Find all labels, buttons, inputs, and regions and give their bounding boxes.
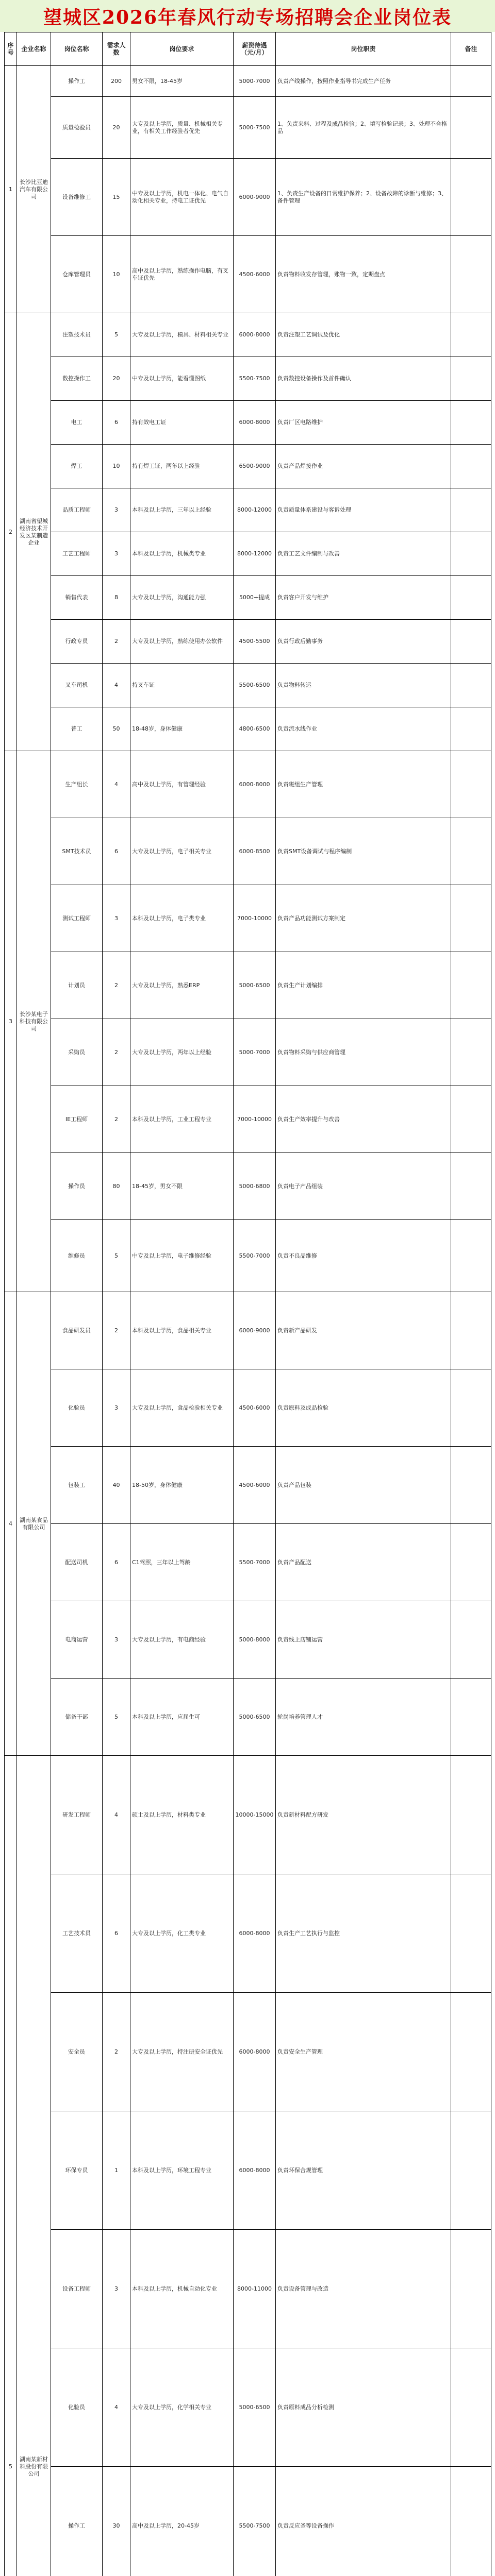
remarks-cell [451,2230,491,2348]
company-cell: 湖南某新材料股份有限公司 [17,1756,51,2576]
duties-cell: 负责新材料配方研发 [276,1756,451,1874]
requirements-cell: 高中及以上学历，熟练操作电脑，有叉车证优先 [130,236,234,313]
count-cell: 6 [103,401,130,445]
count-cell: 3 [103,1601,130,1679]
remarks-cell [451,445,491,488]
job-name-cell: IE工程师 [51,1086,103,1153]
table-row [5,1524,491,1601]
remarks-cell [451,1679,491,1756]
job-name-cell: 化验员 [51,1369,103,1447]
job-name-cell: 配送司机 [51,1524,103,1601]
salary-cell: 6000-8000 [234,313,276,357]
salary-cell: 5500-6500 [234,664,276,707]
job-name-cell: 安全员 [51,1993,103,2111]
table-row [5,1369,491,1447]
requirements-cell: 本科及以上学历，环境工程专业 [130,2111,234,2230]
remarks-cell [451,1220,491,1292]
salary-cell: 5000-7000 [234,1019,276,1086]
header-requirements: 岗位要求 [130,32,234,66]
requirements-cell: 大专及以上学历，持注册安全证优先 [130,1993,234,2111]
table-row [5,952,491,1019]
count-cell: 4 [103,751,130,818]
remarks-cell [451,818,491,885]
count-cell: 80 [103,1153,130,1220]
requirements-cell: 高中及以上学历，20-45岁 [130,2467,234,2576]
requirements-cell: 大专及以上学历，质量、机械相关专业，有相关工作经验者优先 [130,97,234,159]
requirements-cell: 大专及以上学历，沟通能力强 [130,576,234,620]
salary-cell: 4500-6000 [234,1369,276,1447]
salary-cell: 6000-8000 [234,1993,276,2111]
table-row [5,751,491,818]
duties-cell: 负责生产工艺执行与监控 [276,1874,451,1993]
count-cell: 30 [103,2467,130,2576]
salary-cell: 7000-10000 [234,1086,276,1153]
salary-cell: 6000-8000 [234,401,276,445]
duties-cell: 负责物料转运 [276,664,451,707]
job-name-cell: 食品研发员 [51,1292,103,1369]
remarks-cell [451,1292,491,1369]
table-row [5,313,491,357]
table-row [5,576,491,620]
table-row [5,620,491,664]
remarks-cell [451,313,491,357]
job-name-cell: 设备维修工 [51,159,103,236]
requirements-cell: 本科及以上学历，电子类专业 [130,885,234,952]
job-name-cell: 行政专员 [51,620,103,664]
job-name-cell: 注塑技术员 [51,313,103,357]
count-cell: 40 [103,1447,130,1524]
count-cell: 6 [103,1524,130,1601]
duties-cell: 负责工艺文件编制与改善 [276,532,451,576]
requirements-cell: 本科及以上学历，机械自动化专业 [130,2230,234,2348]
remarks-cell [451,488,491,532]
count-cell: 20 [103,357,130,401]
salary-cell: 8000-12000 [234,532,276,576]
count-cell: 2 [103,1086,130,1153]
duties-cell: 负责生产效率提升与改善 [276,1086,451,1153]
duties-cell: 负责产品配送 [276,1524,451,1601]
header-duties: 岗位职责 [276,32,451,66]
duties-cell: 负责流水线作业 [276,707,451,751]
remarks-cell [451,1447,491,1524]
header-salary: 薪资待遇（元/月） [234,32,276,66]
duties-cell: 负责数控设备操作及首件确认 [276,357,451,401]
remarks-cell [451,707,491,751]
table-row [5,532,491,576]
requirements-cell: 18-48岁，身体健康 [130,707,234,751]
remarks-cell [451,620,491,664]
table-row [5,1679,491,1756]
requirements-cell: 大专及以上学历，两年以上经验 [130,1019,234,1086]
remarks-cell [451,1993,491,2111]
table-row [5,885,491,952]
duties-cell: 1、负责来料、过程及成品检验；2、填写检验记录；3、处理不合格品 [276,97,451,159]
requirements-cell: 男女不限，18-45岁 [130,66,234,97]
remarks-cell [451,357,491,401]
table-row [5,1601,491,1679]
table-row [5,66,491,97]
requirements-cell: 本科及以上学历，应届生可 [130,1679,234,1756]
salary-cell: 6000-9000 [234,159,276,236]
table-row [5,159,491,236]
count-cell: 15 [103,159,130,236]
job-name-cell: 操作员 [51,1153,103,1220]
salary-cell: 6000-9000 [234,1292,276,1369]
job-name-cell: 计划员 [51,952,103,1019]
count-cell: 6 [103,1874,130,1993]
seq-cell: 4 [5,1292,17,1756]
remarks-cell [451,401,491,445]
company-cell: 湖南省望城经济技术开发区某制造企业 [17,313,51,751]
duties-cell: 负责注塑工艺调试及优化 [276,313,451,357]
requirements-cell: 大专及以上学历，化工类专业 [130,1874,234,1993]
page-title: 望城区2026年春风行动专场招聘会企业岗位表 [43,6,452,28]
requirements-cell: 持有效电工证 [130,401,234,445]
job-name-cell: 操作工 [51,66,103,97]
count-cell: 1 [103,2111,130,2230]
job-name-cell: 研发工程师 [51,1756,103,1874]
table-row [5,488,491,532]
job-name-cell: 化验员 [51,2348,103,2467]
requirements-cell: 持叉车证 [130,664,234,707]
remarks-cell [451,1524,491,1601]
duties-cell: 轮岗培养管理人才 [276,1679,451,1756]
count-cell: 4 [103,664,130,707]
company-cell: 长沙比亚迪汽车有限公司 [17,66,51,313]
requirements-cell: 大专及以上学历，熟练使用办公软件 [130,620,234,664]
job-name-cell: 质量检验员 [51,97,103,159]
remarks-cell [451,952,491,1019]
requirements-cell: 大专及以上学历，食品检验相关专业 [130,1369,234,1447]
salary-cell: 5000-6500 [234,952,276,1019]
count-cell: 3 [103,885,130,952]
job-name-cell: 维修员 [51,1220,103,1292]
job-name-cell: 工艺工程师 [51,532,103,576]
salary-cell: 4800-6500 [234,707,276,751]
table-row [5,2111,491,2230]
remarks-cell [451,1086,491,1153]
header-job-name: 岗位名称 [51,32,103,66]
seq-cell: 5 [5,1756,17,2576]
requirements-cell: 本科及以上学历，食品相关专业 [130,1292,234,1369]
remarks-cell [451,2111,491,2230]
seq-cell: 1 [5,66,17,313]
duties-cell: 负责环保合规管理 [276,2111,451,2230]
duties-cell: 负责反应釜等设备操作 [276,2467,451,2576]
table-row [5,1292,491,1369]
duties-cell: 负责产线操作，按照作业指导书完成生产任务 [276,66,451,97]
table-row [5,97,491,159]
duties-cell: 负责质量体系建设与客诉处理 [276,488,451,532]
job-name-cell: 普工 [51,707,103,751]
requirements-cell: 本科及以上学历，工业工程专业 [130,1086,234,1153]
table-row [5,2467,491,2576]
count-cell: 5 [103,313,130,357]
salary-cell: 7000-10000 [234,885,276,952]
duties-cell: 负责物料收发存管理，账物一致，定期盘点 [276,236,451,313]
table-row [5,2230,491,2348]
job-name-cell: 电商运营 [51,1601,103,1679]
remarks-cell [451,751,491,818]
salary-cell: 5000-7500 [234,97,276,159]
salary-cell: 6000-8000 [234,2111,276,2230]
count-cell: 3 [103,1369,130,1447]
remarks-cell [451,236,491,313]
requirements-cell: 本科及以上学历，三年以上经验 [130,488,234,532]
table-row [5,1153,491,1220]
remarks-cell [451,1601,491,1679]
count-cell: 50 [103,707,130,751]
salary-cell: 8000-12000 [234,488,276,532]
count-cell: 10 [103,445,130,488]
requirements-cell: 18-45岁，男女不限 [130,1153,234,1220]
requirements-cell: 中专及以上学历，电子维修经验 [130,1220,234,1292]
header-count: 需求人数 [103,32,130,66]
job-name-cell: 工艺技术员 [51,1874,103,1993]
job-name-cell: SMT技术员 [51,818,103,885]
salary-cell: 4500-5500 [234,620,276,664]
title-banner [0,0,495,32]
table-row [5,818,491,885]
count-cell: 2 [103,1292,130,1369]
seq-cell: 3 [5,751,17,1292]
requirements-cell: 硕士及以上学历，材料类专业 [130,1756,234,1874]
duties-cell: 负责原料及成品检验 [276,1369,451,1447]
duties-cell: 负责产品功能测试方案制定 [276,885,451,952]
salary-cell: 6000-8500 [234,818,276,885]
count-cell: 5 [103,1220,130,1292]
requirements-cell: C1驾照，三年以上驾龄 [130,1524,234,1601]
job-name-cell: 仓库管理员 [51,236,103,313]
salary-cell: 4500-6000 [234,236,276,313]
count-cell: 2 [103,952,130,1019]
salary-cell: 5500-7500 [234,2467,276,2576]
header-company: 企业名称 [17,32,51,66]
header-seq: 序号 [5,32,17,66]
duties-cell: 负责安全生产管理 [276,1993,451,2111]
job-name-cell: 测试工程师 [51,885,103,952]
duties-cell: 负责产品包装 [276,1447,451,1524]
requirements-cell: 大专及以上学历，电子相关专业 [130,818,234,885]
count-cell: 8 [103,576,130,620]
requirements-cell: 本科及以上学历，机械类专业 [130,532,234,576]
table-row [5,664,491,707]
requirements-cell: 持有焊工证，两年以上经验 [130,445,234,488]
salary-cell: 5000-6500 [234,2348,276,2467]
job-name-cell: 焊工 [51,445,103,488]
salary-cell: 5000-6500 [234,1679,276,1756]
company-cell: 湖南某食品有限公司 [17,1292,51,1756]
remarks-cell [451,1019,491,1086]
jobs-body [5,66,491,2576]
table-row [5,1874,491,1993]
count-cell: 20 [103,97,130,159]
job-name-cell: 销售代表 [51,576,103,620]
remarks-cell [451,1369,491,1447]
salary-cell: 4500-6000 [234,1447,276,1524]
duties-cell: 负责厂区电路维护 [276,401,451,445]
requirements-cell: 大专及以上学历，熟悉ERP [130,952,234,1019]
table-row [5,236,491,313]
header-remarks: 备注 [451,32,491,66]
count-cell: 2 [103,1019,130,1086]
remarks-cell [451,576,491,620]
job-name-cell: 品质工程师 [51,488,103,532]
duties-cell: 负责不良品维修 [276,1220,451,1292]
salary-cell: 5000-7000 [234,66,276,97]
count-cell: 5 [103,1679,130,1756]
requirements-cell: 中专及以上学历，机电一体化、电气自动化相关专业，持电工证优先 [130,159,234,236]
count-cell: 4 [103,1756,130,1874]
salary-cell: 5500-7000 [234,1524,276,1601]
requirements-cell: 大专及以上学历，模具、材料相关专业 [130,313,234,357]
salary-cell: 5000+提成 [234,576,276,620]
table-row [5,445,491,488]
duties-cell: 负责行政后勤事务 [276,620,451,664]
requirements-cell: 18-50岁，身体健康 [130,1447,234,1524]
table-row [5,357,491,401]
duties-cell: 负责产品焊接作业 [276,445,451,488]
salary-cell: 6000-8000 [234,751,276,818]
salary-cell: 6500-9000 [234,445,276,488]
count-cell: 3 [103,532,130,576]
duties-cell: 负责线上店铺运营 [276,1601,451,1679]
job-name-cell: 储备干部 [51,1679,103,1756]
table-row [5,2348,491,2467]
count-cell: 6 [103,818,130,885]
job-name-cell: 设备工程师 [51,2230,103,2348]
table-row [5,1086,491,1153]
count-cell: 4 [103,2348,130,2467]
remarks-cell [451,2467,491,2576]
duties-cell: 负责班组生产管理 [276,751,451,818]
remarks-cell [451,532,491,576]
count-cell: 2 [103,1993,130,2111]
duties-cell: 负责电子产品组装 [276,1153,451,1220]
remarks-cell [451,885,491,952]
table-row [5,1019,491,1086]
count-cell: 2 [103,620,130,664]
remarks-cell [451,1153,491,1220]
count-cell: 3 [103,2230,130,2348]
table-header-row [5,32,491,66]
remarks-cell [451,97,491,159]
job-name-cell: 包装工 [51,1447,103,1524]
table-row [5,1756,491,1874]
count-cell: 10 [103,236,130,313]
job-name-cell: 电工 [51,401,103,445]
count-cell: 200 [103,66,130,97]
remarks-cell [451,1756,491,1874]
count-cell: 3 [103,488,130,532]
salary-cell: 5500-7500 [234,357,276,401]
requirements-cell: 高中及以上学历，有管理经验 [130,751,234,818]
requirements-cell: 大专及以上学历，化学相关专业 [130,2348,234,2467]
jobs-table [4,32,491,2576]
duties-cell: 1、负责生产设备的日常维护保养；2、设备故障的诊断与维修；3、备件管理 [276,159,451,236]
table-row [5,1993,491,2111]
job-name-cell: 环保专员 [51,2111,103,2230]
salary-cell: 5500-7000 [234,1220,276,1292]
remarks-cell [451,2348,491,2467]
remarks-cell [451,664,491,707]
requirements-cell: 中专及以上学历，能看懂图纸 [130,357,234,401]
job-name-cell: 采购员 [51,1019,103,1086]
job-name-cell: 数控操作工 [51,357,103,401]
duties-cell: 负责客户开发与维护 [276,576,451,620]
remarks-cell [451,159,491,236]
duties-cell: 负责原料成品分析检测 [276,2348,451,2467]
seq-cell: 2 [5,313,17,751]
salary-cell: 5000-6800 [234,1153,276,1220]
table-row [5,401,491,445]
job-name-cell: 叉车司机 [51,664,103,707]
duties-cell: 负责设备管理与改造 [276,2230,451,2348]
salary-cell: 10000-15000 [234,1756,276,1874]
table-row [5,1220,491,1292]
table-row [5,1447,491,1524]
job-name-cell: 操作工 [51,2467,103,2576]
salary-cell: 5000-8000 [234,1601,276,1679]
job-name-cell: 生产组长 [51,751,103,818]
duties-cell: 负责新产品研发 [276,1292,451,1369]
requirements-cell: 大专及以上学历，有电商经验 [130,1601,234,1679]
duties-cell: 负责SMT设备调试与程序编制 [276,818,451,885]
remarks-cell [451,66,491,97]
salary-cell: 6000-8000 [234,1874,276,1993]
company-cell: 长沙某电子科技有限公司 [17,751,51,1292]
salary-cell: 8000-11000 [234,2230,276,2348]
duties-cell: 负责物料采购与供应商管理 [276,1019,451,1086]
duties-cell: 负责生产计划编排 [276,952,451,1019]
remarks-cell [451,1874,491,1993]
table-row [5,707,491,751]
